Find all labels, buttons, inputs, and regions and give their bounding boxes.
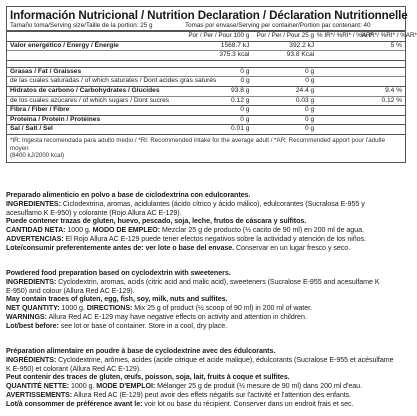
- french-ingredients: INGRÉDIENTS: Cyclodextrine, arômes, acides (acide citrique et acide malique), édulcorants (Sucralose E-955 et acésulfame: [6, 355, 394, 364]
- servings-per-container: Tomas por envase/Serving per container/Portion par contenant: 40: [185, 22, 371, 29]
- table-footnote: *IR: Ingesta recomendada para adulto medio / *RI: Recommended intake for the average adult / *AR: Recommended apport pour l'adulte moyen (8400 kJ/2000 kcal): [7, 134, 405, 162]
- english-heading: Powdered food preparation based on cyclodextrin with sweeteners.: [6, 269, 231, 277]
- french-allergens: Peut contenir des traces de gluten, œufs, poisson, soja, lait, fruits à coque et sulfites.: [6, 373, 290, 382]
- spanish-ingredients: INGREDIENTES: Ciclodextrina, aromas, acidulantes (ácido cítrico y ácido málico), edulcorantes (Sucralosa E-955 y: [6, 199, 365, 208]
- salt-row: Sal / Salt / Sel 0.01 g 0 g: [10, 125, 315, 133]
- spanish-text-block: Preparado alimenticio en polvo a base de ciclodextrina con edulcorantes. INGREDIENTES: Ciclodextrina, aromas, acidulantes (ácido cítrico y ácido málico), edulcorantes (Sucralosa E-955 y acesulfamo K E-950) y colorante (Rojo Allura AC E-129). Puede contener trazas de gluten, huevo, pescado, soja, leche, frutos de cáscara y sulfitos. CANTIDAD NETA: 1000 g. MODO DE EMPLEO: Mezclar 25 g de producto (½ cacito de 90 ml) en 200 ml de agua. ADVERTENCIAS: El Rojo Allura AC E-129 puede tener efectos negativos sobre la actividad y atención de los niños. Lote/consumir preferentemente antes de: ver lote o base del envase. Conservar en un lugar fresco y seco.: [6, 191, 366, 252]
- spanish-heading: Preparado alimenticio en polvo a base de ciclodextrina con edulcorantes.: [6, 191, 251, 199]
- french-heading: Préparation alimentaire en poudre à base de cyclodextrine avec des édulcorants.: [6, 347, 276, 355]
- english-lot: Lot/best before: see lot or base of container. Store in a cool, dry place.: [6, 321, 228, 330]
- nutrition-table: [6, 6, 417, 163]
- protein-row: Proteína / Protein / Protéines 0 g 0 g: [7, 116, 405, 126]
- fat-row: Grasas / Fat / Graisses 0 g 0 g: [7, 68, 405, 78]
- energy-kcal-row: 375.3 kcal 93.8 Kcal: [7, 51, 405, 61]
- serving-info: [7, 22, 405, 32]
- label-page: [6, 6, 417, 408]
- french-warnings: AVERTISSEMENTS: Allura Red AC (E-129) peut avoir des effets négatifs sur l'activité et l'attention des enfants.: [6, 390, 352, 399]
- spanish-allergens: Puede contener trazas de gluten, huevo, pescado, soja, leche, frutos de cáscara y sulfitos.: [6, 217, 307, 226]
- serving-size: Tamaño toma/Serving size/Taille de la portion: 25 g: [10, 22, 153, 29]
- energy-label: Valor energético / Energy / Énergie: [10, 41, 119, 49]
- english-quantity-usage: NET QUANTITY: 1000 g. DIRECTIONS: Mix 25 g of product (½ scoop of 90 ml) in 200 ml of water.: [6, 304, 312, 312]
- col-header-25g: Por / Per / Pour 25 g: [256, 32, 315, 39]
- spanish-lot: Lote/consumir preferentemente antes de: ver lote o base del envase. Conservar en un lugar fresco y seco.: [6, 243, 351, 252]
- table-divider: [7, 61, 405, 68]
- english-ingredients: INGREDIENTS: Cyclodextrin, aromas, acids (citric acid and malic acid), sweeteners (Sucralose E-955 and acesulfame K: [6, 277, 380, 286]
- spanish-warnings: ADVERTENCIAS: El Rojo Allura AC E-129 puede tener efectos negativos sobre la actividad y atención de los niños.: [6, 234, 366, 243]
- column-header-row: [7, 32, 417, 42]
- col-header-ri-100g: % IR*/ %RI* / %AR*: [317, 32, 374, 39]
- spanish-quantity-usage: CANTIDAD NETA: 1000 g. MODO DE EMPLEO: Mezclar 25 g de producto (½ cacito de 90 ml) en 200 ml de agua.: [6, 226, 364, 234]
- table-title: Información Nutricional / Nutrition Declaration / Déclaration Nutritionnelle: [10, 9, 408, 22]
- french-text-block: Préparation alimentaire en poudre à base de cyclodextrine avec des édulcorants. INGRÉDIENTS: Cyclodextrine, arômes, acides (acide citrique et acide malique), édulcorants (Sucralose E-955 et acésulfame K E-950) et colorant (Allura Red AC E-129). Peut contenir des traces de gluten, œufs, poisson, soja, lait, fruits à coque et sulfites. QUANTITÉ NETTE: 1000 g. MODE D'EMPLOI: Mélanger 25 g de produit (½ mesure de 90 ml) dans 200 ml d'eau. AVERTISSEMENTS: Allura Red AC (E-129) peut avoir des effets négatifs sur l'activité et l'attention des enfants. Lot/à consommer de préférence avant le: voir lot ou base du récipient. Conserver dans un endroit frais et sec.: [6, 347, 394, 408]
- sugars-row: de los cuales azúcares / of which sugars / Dont sucres 0.12 g 0.03 g 0.12 %: [7, 97, 405, 107]
- english-warnings: WARNINGS: Allura Red AC E-129 may have negative effects on activity and attention in children.: [6, 312, 307, 321]
- english-text-block: Powdered food preparation based on cyclodextrin with sweeteners. INGREDIENTS: Cyclodextrin, aromas, acids (citric acid and malic acid), sweeteners (Sucralose E-955 and acesulfame K E-950) and colour (Allura Red AC E-129). May contain traces of gluten, egg, fish, soy, milk, nuts and sulfites. NET QUANTITY: 1000 g. DIRECTIONS: Mix 25 g of product (½ scoop of 90 ml) in 200 ml of water. WARNINGS: Allura Red AC E-129 may have negative effects on activity and attention in children. Lot/best before: see lot or base of container. Store in a cool, dry place.: [6, 269, 380, 330]
- french-lot: Lot/à consommer de préférence avant le: voir lot ou base du récipient. Conserver dans un endroit frais et sec.: [6, 399, 354, 408]
- col-header-ri-25g: % IR*/ %RI* / %AR*: [361, 32, 417, 39]
- energy-kj-row: Valor energético / Energy / Énergie 1568.7 kJ 392.2 kJ 5 %: [7, 42, 405, 52]
- col-header-100g: Por / Per / Pour 100 g: [188, 32, 250, 39]
- carbohydrates-row: Hidratos de carbono / Carbohydrates / Glucides 93.8 g 24.4 g 9.4 %: [7, 87, 405, 97]
- english-allergens: May contain traces of gluten, egg, fish, soy, milk, nuts and sulfites.: [6, 295, 228, 304]
- fibre-row: Fibra / Fiber / Fibre 0 g 0 g: [7, 106, 405, 116]
- french-quantity-usage: QUANTITÉ NETTE: 1000 g. MODE D'EMPLOI: Mélanger 25 g de produit (½ mesure de 90 ml) dans 200 ml d'eau.: [6, 382, 362, 390]
- saturates-row: de las cuales saturadas / of which saturates / Dont acides gras saturés 0 g 0 g: [7, 77, 405, 87]
